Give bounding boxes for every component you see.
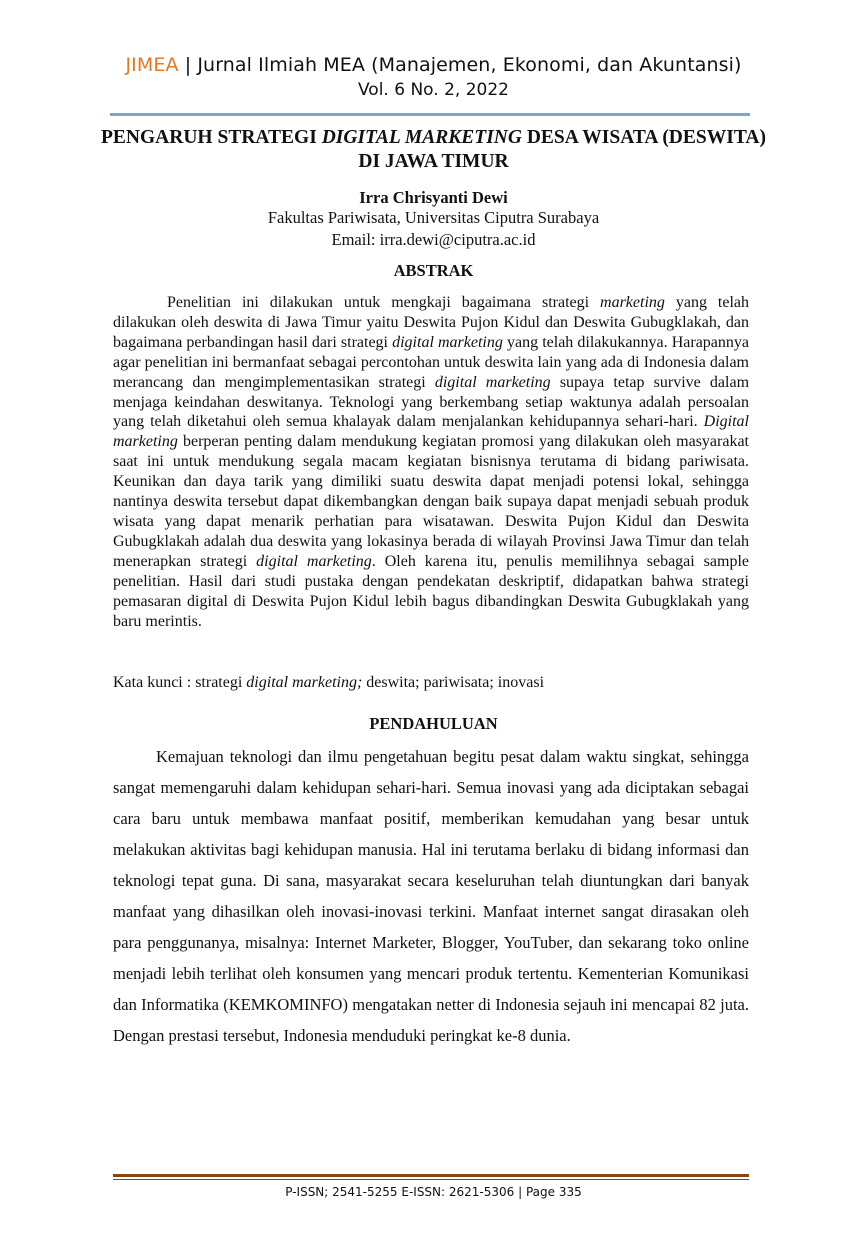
abstract-segment: digital marketing: [392, 333, 503, 351]
keywords: [113, 674, 749, 692]
journal-header: [0, 54, 867, 76]
intro-text: Kemajuan teknologi dan ilmu pengetahuan begitu pesat dalam waktu singkat, sehingga sangat memengaruhi dalam kehidupan sehari-hari. Semua inovasi yang ada diciptakan sebagai cara baru untuk membawa manfaat positif, memberikan kemudahan yang besar untuk melakukan aktivitas bagi kehidupan manusia. Hal ini terutama berlaku di bidang informasi dan teknologi tepat guna. Di sana, masyarakat secara keseluruhan telah diuntungkan dari banyak manfaat yang dihasilkan oleh inovasi-inovasi terkini. Manfaat internet sangat dirasakan oleh para penggunanya, misalnya: Internet Marketer, Blogger, YouTuber, dan sekarang toko online menjadi lebih terlihat oleh konsumen yang mencari produk tertentu. Kementerian Komunikasi dan Informatika (KEMKOMINFO) mengatakan netter di Indonesia sejauh ini mencapai 82 juta. Dengan prestasi tersebut, Indonesia menduduki peringkat ke-8 dunia.: [113, 747, 749, 1045]
abstract-segment: . Oleh karena itu, penulis memilihnya sebagai sample penelitian. Hasil dari studi pustaka dengan pendekatan deskriptif, didapatkan bahwa strategi pemasaran digital di Deswita Pujon Kidul lebih bagus dibandingkan Deswita Gubugklakah yang baru merintis.: [113, 552, 749, 630]
title-part-2: DESA WISATA (DESWITA) DI JAWA TIMUR: [358, 127, 766, 172]
journal-volume: Vol. 6 No. 2, 2022: [358, 80, 509, 100]
author-affiliation: Fakultas Pariwisata, Universitas Ciputra Surabaya: [267, 208, 600, 227]
author-name: Irra Chrisyanti Dewi: [359, 188, 508, 207]
author-email: Email: irra.dewi@ciputra.ac.id: [331, 230, 536, 249]
abstract-segment: supaya tetap survive dalam menjaga keindahan deswitanya. Teknologi yang berkembang setiap waktunya adalah persoalan yang telah diketahui oleh semua khalayak dalam menjalankan kehidupannya sehari-hari.: [113, 373, 750, 431]
intro-heading: PENDAHULUAN: [369, 714, 498, 733]
keywords-segment: digital marketing;: [246, 674, 363, 691]
abstract-heading: ABSTRAK: [393, 261, 474, 280]
abstract-segment: digital marketing: [256, 552, 372, 570]
abstract-segment: Digital marketing: [113, 413, 749, 451]
abstract-segment: Penelitian ini dilakukan untuk mengkaji bagaimana strategi: [167, 294, 601, 311]
keywords-segment: Kata kunci : strategi: [113, 674, 247, 691]
abstract-segment: yang telah dilakukan oleh deswita di Jawa Timur yaitu Deswita Pujon Kidul dan Deswita Gubugklakah, dan bagaimana perbandingan hasil dari strategi: [113, 294, 749, 351]
footer-divider-thin: [113, 1179, 749, 1180]
journal-name: | Jurnal Ilmiah MEA (Manajemen, Ekonomi, dan Akuntansi): [178, 54, 742, 76]
abstract-segment: berperan penting dalam mendukung kegiatan promosi yang dilakukan oleh masyarakat saat ini untuk mendukung segala macam kegiatan bisnisnya terutama di bidang pariwisata. Keunikan dan daya tarik yang dimiliki suatu deswita dapat menjadi potensi lokal, sehingga nantinya deswita tersebut dapat dikembangkan dengan baik supaya dapat menjadi sebuah produk wisata yang dapat menarik perhatian para wisatawan. Deswita Pujon Kidul dan Deswita Gubugklakah adalah dua deswita yang lokasinya berada di wilayah Provinsi Jawa Timur dan telah menerapkan strategi: [113, 433, 749, 570]
abstract-body: [113, 293, 749, 631]
page-footer: P-ISSN; 2541-5255 E-ISSN: 2621-5306 | Page 335: [285, 1185, 582, 1199]
header-divider: [110, 113, 750, 116]
title-part-1: PENGARUH STRATEGI: [101, 127, 322, 148]
abstract-segment: yang telah dilakukannya. Harapannya agar penelitian ini bermanfaat sebagai percontohan untuk deswita lain yang ada di Indonesia dalam merancang dan mengimplementasikan strategi: [113, 333, 749, 391]
abstract-segment: digital marketing: [434, 373, 551, 391]
title-italic: DIGITAL MARKETING: [321, 127, 522, 148]
journal-acronym: JIMEA: [125, 54, 179, 76]
footer-divider-thick: [113, 1174, 749, 1177]
intro-paragraph: [113, 741, 749, 1051]
paper-title: [100, 126, 767, 174]
keywords-segment: deswita; pariwisata; inovasi: [362, 674, 545, 691]
abstract-segment: marketing: [600, 294, 665, 311]
